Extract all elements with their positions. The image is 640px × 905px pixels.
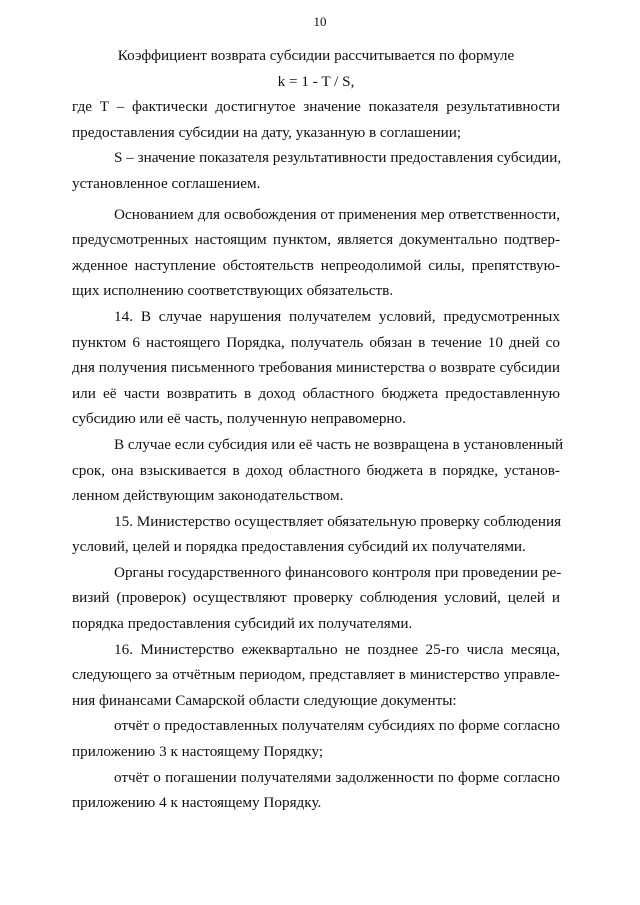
text-line: субсидию или её часть, полученную неправомерно.: [72, 410, 406, 428]
text-line: приложению 3 к настоящему Порядку;: [72, 743, 324, 761]
text-line: В случае если субсидия или её часть не возвращена в установленный: [114, 435, 564, 453]
text-line: 14. В случае нарушения получателем условий, предусмотренных: [114, 307, 560, 325]
text-line: 16. Министерство ежеквартально не позднее 25-го числа месяца,: [114, 640, 560, 658]
text-line: или её части возвратить в доход областного бюджета предоставленную: [72, 384, 560, 402]
text-line: визий (проверок) осуществляют проверку соблюдения условий, целей и: [72, 589, 560, 607]
text-line: отчёт о погашении получателями задолженности по форме согласно: [114, 768, 560, 786]
text-line: отчёт о предоставленных получателям субсидиях по форме согласно: [114, 717, 560, 735]
text-line: где Т – фактически достигнутое значение показателя результативности: [72, 98, 560, 116]
text-line: Органы государственного финансового контроля при проведении ре-: [114, 563, 562, 581]
text-line: k = 1 - T / S,: [277, 72, 355, 90]
page-number: 10: [313, 14, 327, 29]
text-line: приложению 4 к настоящему Порядку.: [72, 794, 322, 812]
text-line: ленном действующим законодательством.: [72, 487, 344, 505]
text-line: 15. Министерство осуществляет обязательную проверку соблюдения: [114, 512, 562, 530]
text-line: следующего за отчётным периодом, представляет в министерство управле-: [72, 666, 560, 684]
text-line: ния финансами Самарской области следующие документы:: [72, 691, 457, 709]
text-line: Коэффициент возврата субсидии рассчитывается по формуле: [117, 47, 515, 64]
text-line: дня получения письменного требования министерства о возврате субсидии: [72, 359, 560, 377]
text-line: S – значение показателя результативности предоставления субсидии,: [114, 149, 562, 167]
text-line: порядка предоставления субсидий их получателями.: [72, 615, 413, 633]
text-line: пунктом 6 настоящего Порядка, получатель обязан в течение 10 дней со: [72, 333, 560, 351]
text-line: предусмотренных настоящим пунктом, является документально подтвер-: [72, 231, 560, 249]
text-line: Основанием для освобождения от применения мер ответственности,: [114, 205, 560, 223]
text-line: щих исполнению соответствующих обязательств.: [72, 282, 394, 300]
text-line: условий, целей и порядка предоставления субсидий их получателями.: [72, 538, 526, 556]
text-line: срок, она взыскивается в доход областного бюджета в порядке, установ-: [72, 461, 560, 479]
text-line: установленное соглашением.: [72, 174, 261, 192]
text-line: предоставления субсидии на дату, указанную в соглашении;: [72, 123, 462, 141]
document-body: [72, 43, 564, 816]
text-line: жденное наступление обстоятельств непреодолимой силы, препятствую-: [72, 256, 560, 274]
